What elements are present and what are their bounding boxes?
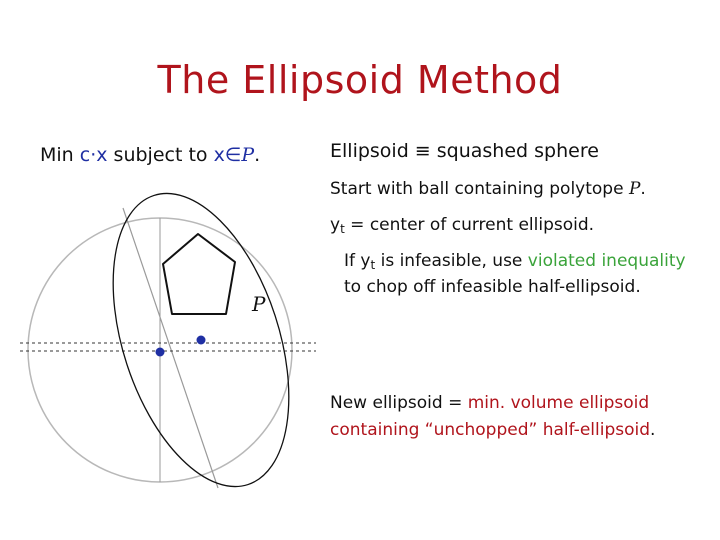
caption-subject: subject to [107,144,214,166]
infeasible-line-y: y [360,251,371,271]
center-line-subscript: t [340,222,345,236]
start-line-text: Start with ball containing polytope [330,179,629,199]
infeasible-line-subscript: t [370,258,376,272]
caption-min: Min [40,144,80,166]
polytope-label: P [252,292,266,316]
unchopped-period: . [650,420,656,440]
new-center-point [197,336,206,345]
current-center-point [156,348,165,357]
unchopped-half-ellipsoid-text: containing “unchopped” half-ellipsoid [330,420,651,440]
slide-title: The Ellipsoid Method [157,58,563,102]
caption-cx: c⋅x [79,144,108,166]
caption-polytope-symbol: P [241,144,255,166]
polytope-pentagon [163,234,235,314]
infeasible-line-prefix: If [344,251,361,271]
definition-line: Ellipsoid ≡ squashed sphere [330,140,599,162]
center-line-rest: = center of current ellipsoid. [344,215,595,235]
min-volume-ellipsoid-text: min. volume ellipsoid [467,393,650,413]
new-ellipsoid-prefix: New ellipsoid = [330,393,468,413]
caption-period: . [254,144,261,166]
start-line-polytope-symbol: P [628,179,641,199]
caption-x-in: x∈ [213,144,242,166]
violated-inequality-text: violated inequality [527,251,686,271]
center-line-y: y [330,215,341,235]
chop-line: to chop off infeasible half-ellipsoid. [344,277,641,297]
start-line-period: . [640,179,646,199]
infeasible-line-mid: is infeasible, use [375,251,528,271]
